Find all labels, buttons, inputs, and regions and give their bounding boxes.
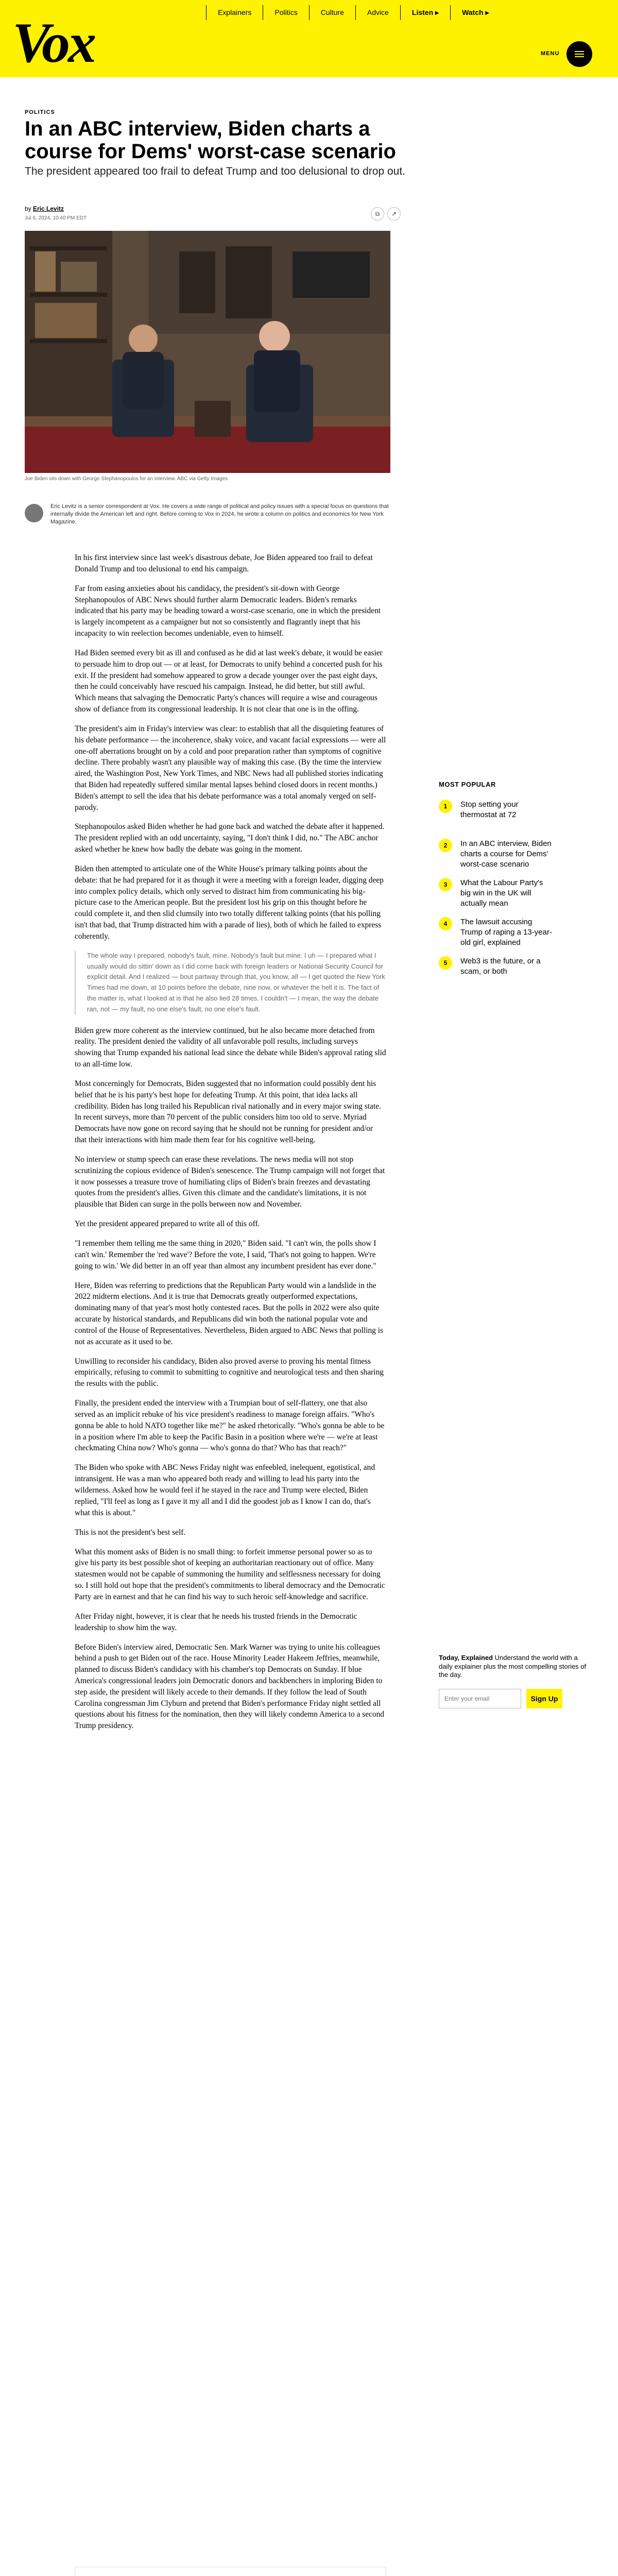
byline <box>25 205 64 212</box>
photo-caption: Joe Biden sits down with George Stephanopoulos for an interview. ABC via Getty Images <box>25 476 228 482</box>
byline-prefix: by <box>25 205 31 212</box>
paragraph: Biden grew more coherent as the interview continued, but he also became more detached from reality. The president denied the validity of all unfavorable poll results, including surveys showing that Trump expanded his national lead since the debate while Biden's approval rating slid to an all-time low. <box>75 1026 386 1069</box>
most-popular-list <box>439 800 593 995</box>
paragraph: Biden then attempted to articulate one of the White House's primary talking points about the debate: that he had prepared for it as though it were a meeting with a foreign leader, digging deep into complex policy details, which only served to distract him from communicating his big-picture case to the American people. But the president lost his grip on this thought before he could complete it, and then slid clumsily into two totally different talking points (that his polling isn't that bad, that Trump distracted him with a parade of lies), both of which he failed to express coherently. <box>75 865 384 941</box>
paragraph: "I remember them telling me the same thing in 2020," Biden said. "I can't win, the polls show I can't win.' Remember the 'red wave'? Before the vote, I said, 'That's not going to happen. We're going to win.' We did better in an off year than almost any incumbent president has ever done." <box>75 1239 376 1270</box>
share-link-icon[interactable]: ⧉ <box>371 207 384 221</box>
article-kicker[interactable]: POLITICS <box>25 109 55 115</box>
rank-badge: 1 <box>439 800 452 813</box>
most-popular-link[interactable]: The lawsuit accusing Trump of raping a 13-year-old girl, explained <box>460 918 552 947</box>
author-bio: Eric Levitz is a senior correspondent at Vox. He covers a wide range of political and policy issues with a special focus on questions that internally divide the American left and right. Before coming to Vox in 2024, he wrote a column on politics and economics for New York Magazine. <box>50 503 389 525</box>
paragraph: The president's aim in Friday's interview was clear: to establish that all the disquieting features of his debate performance — the incoherence, shaky voice, and vacant facial expressions — were all one-off aberrations brought on by a cold and poor preparation rather than symptoms of cognitive decline. There probably wasn't any plausible way of making this case. (By the time the interview aired, the Washington Post, New York Times, and NBC News had all published stories indicating that Biden had repeatedly suffered similar mental lapses behind closed doors in recent months.) Biden's attempt to sell the idea that his debate performance was a total anomaly verged on self-parody. <box>75 724 386 812</box>
most-popular-item[interactable] <box>439 956 593 995</box>
rank-badge: 5 <box>439 956 452 970</box>
nav-advice[interactable]: Advice <box>355 5 400 20</box>
nav-culture[interactable]: Culture <box>309 5 355 20</box>
email-input[interactable]: Enter your email <box>439 1689 521 1708</box>
paragraph: Finally, the president ended the interview with a Trumpian bout of self-flattery, one that also served as an implicit rebuke of his vice president's readiness to manage foreign affairs. "Who's gonna be able to hold NATO together like me?" he asked rhetorically. "Who's gonna be able to be in a position where I'm able to keep the Pacific Basin in a position where we're — we're at least checkmating China now? Who's gonna — who's gonna do that? Who has that reach?" <box>75 1399 385 1453</box>
newsletter-text: Understand the world with a daily explainer plus the most compelling stories of the day. <box>439 1654 587 1679</box>
paragraph: Before Biden's interview aired, Democratic Sen. Mark Warner was trying to unite his colleagues behind a push to get Biden out of the race. House Minority Leader Hakeem Jeffries, meanwhile, planned to discuss Biden's candidacy with his chamber's top Democrats on Sunday. If blue America's congressional leaders join Democratic donors and backbenchers in imploring Biden to step aside, the president will likely accede to their demands. If they follow the lead of South Carolina congressman Jim Clyburn and pretend that Biden's performance Friday night settled all questions about his fitness for the nomination, then they will likely condemn America to a second Trump presidency. <box>75 1642 384 1731</box>
paragraph: Had Biden seemed every bit as ill and confused as he did at last week's debate, it would be easier to persuade him to drop out — or at least, for Democrats to unify behind a concerted push for his exit. If the president had somehow appeared to grow a decade younger over the past eight days, then he could conceivably have rescued his campaign. Instead, he did better, but still awful. Which means that salvaging the Democratic Party's chances will require a wise and courageous show of defiance from its congressional leadership. It is not clear that one is in the offing. <box>75 648 383 714</box>
share-icon[interactable]: ↗ <box>387 207 401 221</box>
paragraph: Stephanopoulos asked Biden whether he had gone back and watched the debate after it happened. The president replied with an odd uncertainty, saying, "I don't think I did, no." The ABC anchor asked whether he knew how badly the debate was going in the moment. <box>75 822 385 854</box>
menu-button[interactable] <box>566 41 592 67</box>
paragraph: Yet the president appeared prepared to write all of this off. <box>75 1219 260 1229</box>
author-link[interactable]: Eric Levitz <box>33 205 64 212</box>
article-dek: The president appeared too frail to defeat Trump and too delusional to drop out. <box>25 165 405 177</box>
newsletter-description <box>439 1654 593 1680</box>
most-popular-link[interactable]: What the Labour Party's big win in the UK will actually mean <box>460 878 543 908</box>
paragraph: Most concerningly for Democrats, Biden suggested that no information could possibly dent his belief that he is his party's best hope for defeating Trump. At this point, that idea lacks all credibility. Biden has long trailed his Republican rival nationally and in every major swing state. In recent surveys, more than 70 percent of the public considers him too old to serve. Myriad Democrats have now gone on record saying that he should not be running for president and/or that their interactions with him made them fear for his cognitive well-being. <box>75 1079 381 1144</box>
article-headline: In an ABC interview, Biden charts a course for Dems' worst-case scenario <box>25 117 396 163</box>
paragraph: Far from easing anxieties about his candidacy, the president's sit-down with George Stephanopoulos of ABC News should further alarm Democratic leaders. Biden's remarks indicated that his party may be heading toward a worst-case scenario, one in which the president is largely incompetent as a campaigner but not so consistently and flagrantly inept that his incapacity to win reelection becomes undeniable, even to himself. <box>75 584 381 638</box>
nav-listen-label: Listen <box>411 8 434 16</box>
most-popular-title: MOST POPULAR <box>439 781 496 788</box>
paragraph: This is not the president's best self. <box>75 1528 186 1537</box>
most-popular-item[interactable] <box>439 839 593 878</box>
paragraph: In his first interview since last week's disastrous debate, Joe Biden appeared too frail to defeat Donald Trump and too delusional to end his campaign. <box>75 553 373 573</box>
pull-quote: The whole way I prepared, nobody's fault, mine. Nobody's fault but mine. I uh — I prepared what I usually would do sittin' down as I did come back with foreign leaders or National Security Council for explicit detail. And I realized — bout partway through that, you know, all — I get quoted the New York Times had me down, at 10 points before the debate, nine now, or whatever the hell it is. The fact of the matter is, what I looked at is that he also lied 28 times. I couldn't — I mean, the way the debate ran, not — my fault, no one else's fault, no one else's fault. <box>75 951 386 1015</box>
paragraph: The Biden who spoke with ABC News Friday night was enfeebled, inelequent, egotistical, and intransigent. He was a man who appeared both ready and willing to lead his party into the wilderness. Asked how he would feel if he stayed in the race and Trump were elected, Biden replied, "I'll feel as long as I gave it my all and I did the goodest job as I know I can do, that's what this is about." <box>75 1463 375 1517</box>
most-popular-item[interactable] <box>439 917 593 956</box>
lead-photo <box>25 231 390 473</box>
paragraph: After Friday night, however, it is clear that he needs his trusted friends in the Democratic leadership to show him the way. <box>75 1612 357 1632</box>
site-header <box>0 0 618 77</box>
newsletter-name: Today, Explained <box>439 1654 493 1662</box>
menu-label: MENU <box>541 50 560 57</box>
hamburger-icon <box>575 54 584 55</box>
signup-button[interactable]: Sign Up <box>526 1689 562 1708</box>
interview-photo-illustration <box>25 231 390 473</box>
paragraph: Here, Biden was referring to predictions that the Republican Party would win a landslide in the 2022 midterm elections. And it is true that Democrats greatly outperformed expectations, dominating many of that year's most hotly contested races. But the polls in 2022 were also quite accurate by historical standards, and Republicans did win both the national popular vote and control of the House of Representatives. Nevertheless, Biden argued to ABC News that polling is not as accurate as it used to be. <box>75 1281 383 1346</box>
rank-badge: 3 <box>439 878 452 891</box>
vox-logo[interactable]: Vox <box>12 11 95 74</box>
nav-watch[interactable]: Watch ▸ <box>450 5 500 20</box>
nav-politics[interactable]: Politics <box>263 5 308 20</box>
paragraph: No interview or stump speech can erase these revelations. The news media will not stop scrutinizing the copious evidence of Biden's senescence. The Trump campaign will not forget that it now possesses a treasure trove of humiliating clips of Biden's brain freezes and devastating quotes from the president's allies. Given this climate and the candidate's limitations, it is not plausible that Biden can surge in the polls between now and November. <box>75 1155 385 1209</box>
rank-badge: 4 <box>439 917 452 930</box>
newsletter-signup <box>439 1654 593 1708</box>
nav-listen[interactable]: Listen ▸ <box>400 5 450 20</box>
article-body <box>75 552 386 1740</box>
publish-date: Jul 6, 2024, 10:40 PM EDT <box>25 215 87 221</box>
author-avatar <box>25 504 43 522</box>
most-popular-item[interactable] <box>439 800 593 839</box>
nav-explainers[interactable]: Explainers <box>206 5 263 20</box>
paragraph: What this moment asks of Biden is no small thing: to forfeit immense personal power so as to give his party its best possible shot of keeping an authoritarian reactionary out of office. Many statesmen would not be capable of summoning the humility and selflessness necessary for doing so. I still hold out hope that the president's commitments to liberal democracy and the Democratic Party are in earnest and that he can find his way to such heroic self-knowledge and sacrifice. <box>75 1547 385 1601</box>
most-popular-link[interactable]: Web3 is the future, or a scam, or both <box>460 957 541 976</box>
most-popular-link[interactable]: In an ABC interview, Biden charts a course for Dems' worst-case scenario <box>460 839 552 869</box>
newsletter-form <box>439 1689 593 1708</box>
nav-watch-label: Watch <box>462 8 484 16</box>
rank-badge: 2 <box>439 839 452 852</box>
top-nav <box>206 5 500 20</box>
most-popular-item[interactable] <box>439 878 593 917</box>
most-popular-link[interactable]: Stop setting your thermostat at 72 <box>460 800 519 819</box>
contribution-box <box>75 2567 386 2576</box>
paragraph: Unwilling to reconsider his candidacy, Biden also proved averse to proving his mental fitness empirically, refusing to commit to submitting to cognitive and neurological tests and then sharing the results with the public. <box>75 1357 384 1388</box>
